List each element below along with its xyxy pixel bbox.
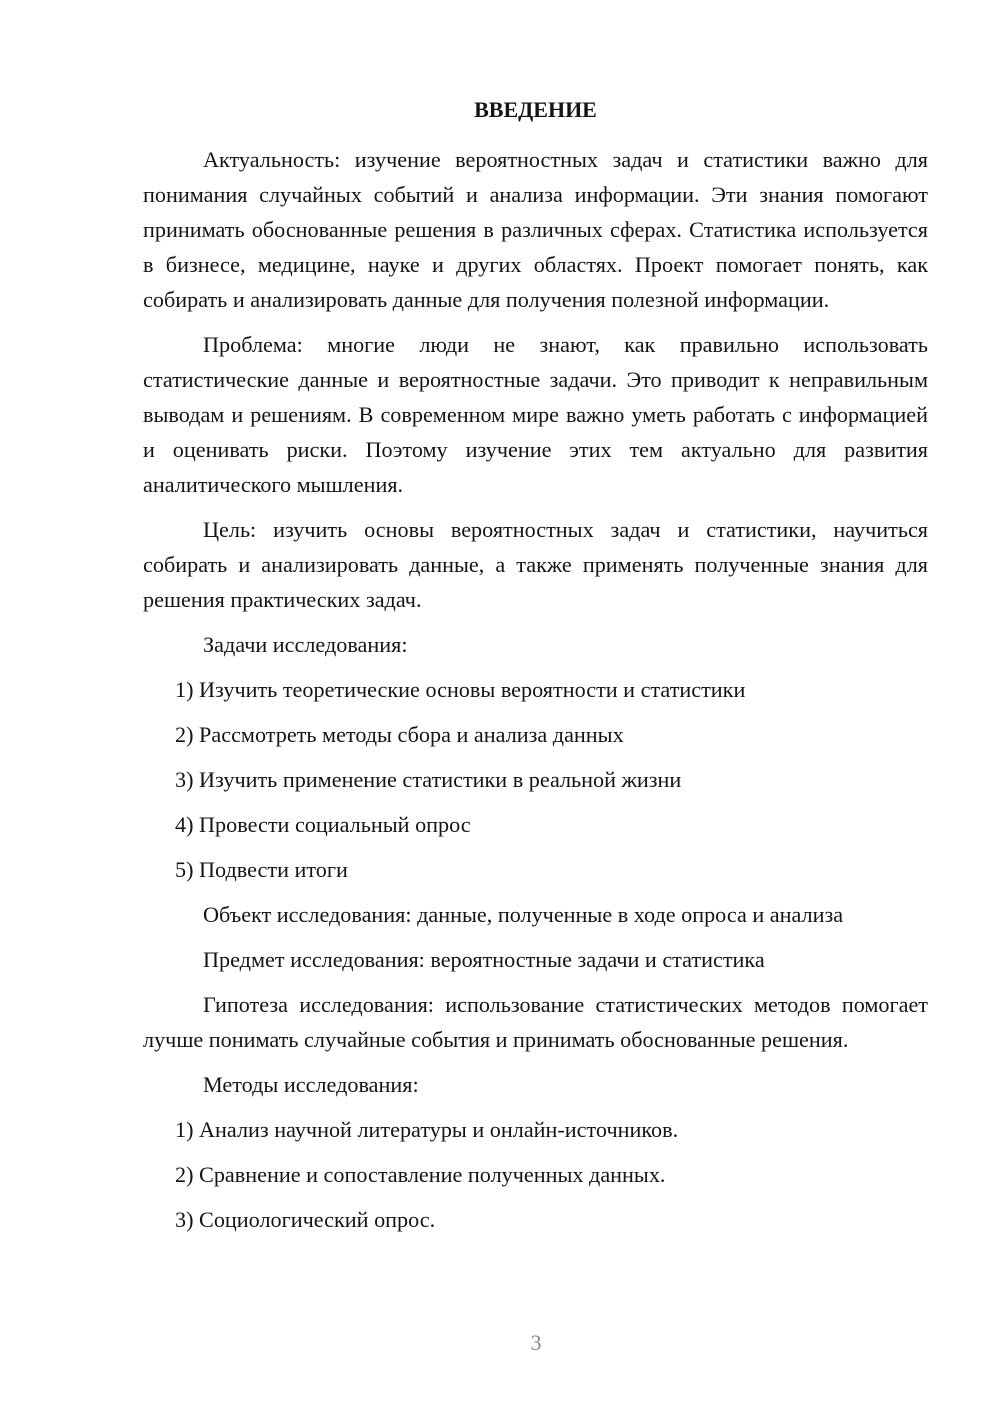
document-page (143, 92, 928, 1247)
page-number: 3 (530, 1330, 542, 1355)
object-line: Объект исследования: данные, полученные в ходе опроса и анализа (203, 902, 844, 927)
task-item: 5) Подвести итоги (175, 857, 348, 882)
goal-paragraph: Цель: изучить основы вероятностных задач и статистики, научиться собирать и анализировать данные, а также применять полученные знания для решения практических задач. (143, 517, 928, 612)
section-title: ВВЕДЕНИЕ (474, 97, 597, 122)
method-item: 1) Анализ научной литературы и онлайн-источников. (175, 1117, 679, 1142)
methods-heading: Методы исследования: (203, 1072, 419, 1097)
problem-paragraph: Проблема: многие люди не знают, как правильно использовать статистические данные и вероятностные задачи. Это приводит к неправильным выводам и решениям. В современном мире важно уметь работать с информацией и оценивать риски. Поэтому изучение этих тем актуально для развития аналитического мышления. (143, 332, 928, 497)
hypothesis-paragraph: Гипотеза исследования: использование статистических методов помогает лучше понимать случайные события и принимать обоснованные решения. (143, 992, 928, 1052)
tasks-list (143, 672, 928, 887)
task-item: 4) Провести социальный опрос (175, 812, 471, 837)
relevance-paragraph: Актуальность: изучение вероятностных задач и статистики важно для понимания случайных событий и анализа информации. Эти знания помогают принимать обоснованные решения в различных сферах. Статистика используется в бизнесе, медицине, науке и других областях. Проект помогает понять, как собирать и анализировать данные для получения полезной информации. (143, 147, 928, 312)
task-item: 3) Изучить применение статистики в реальной жизни (175, 767, 682, 792)
subject-line: Предмет исследования: вероятностные задачи и статистика (203, 947, 765, 972)
methods-list (143, 1112, 928, 1237)
method-item: 3) Социологический опрос. (175, 1207, 436, 1232)
method-item: 2) Сравнение и сопоставление полученных данных. (175, 1162, 666, 1187)
task-item: 1) Изучить теоретические основы вероятности и статистики (175, 677, 746, 702)
tasks-heading: Задачи исследования: (203, 632, 408, 657)
task-item: 2) Рассмотреть методы сбора и анализа данных (175, 722, 624, 747)
